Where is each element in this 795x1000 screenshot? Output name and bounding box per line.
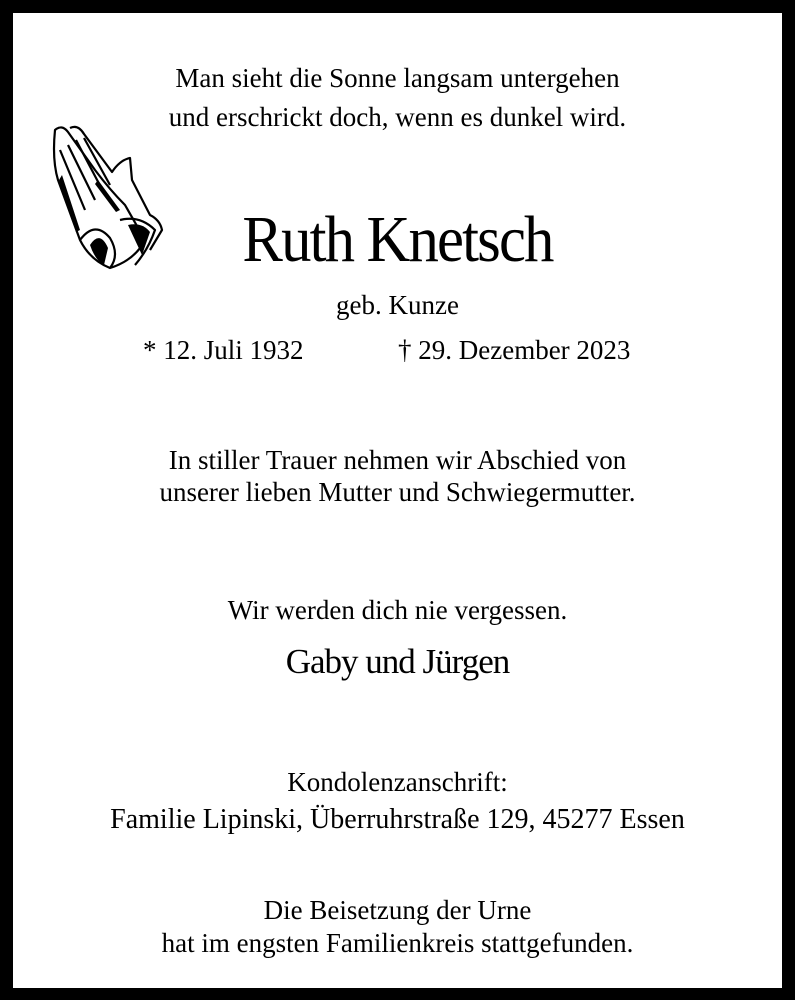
condolence-address: Familie Lipinski, Überruhrstraße 129, 45277 Essen [110,804,685,835]
birth-date: * 12. Juli 1932 [143,335,304,365]
death-date: † 29. Dezember 2023 [398,335,631,365]
burial-line-1: Die Beisetzung der Urne [263,895,532,925]
mourning-line-2: unserer lieben Mutter und Schwiegermutter. [159,477,636,507]
farewell-text: Wir werden dich nie vergessen. [227,595,568,625]
condolence-label: Kondolenzanschrift: [287,767,508,797]
deceased-name: Ruth Knetsch [242,203,553,276]
motto-line-1: Man sieht die Sonne langsam untergehen [175,63,620,93]
motto-line-2: und erschrickt doch, wenn es dunkel wird. [168,102,627,132]
mourning-line-1: In stiller Trauer nehmen wir Abschied von [168,445,627,475]
maiden-name: geb. Kunze [336,290,459,320]
burial-line-2: hat im engsten Familienkreis stattgefunden. [161,928,634,958]
mourners-names: Gaby und Jürgen [285,642,510,681]
